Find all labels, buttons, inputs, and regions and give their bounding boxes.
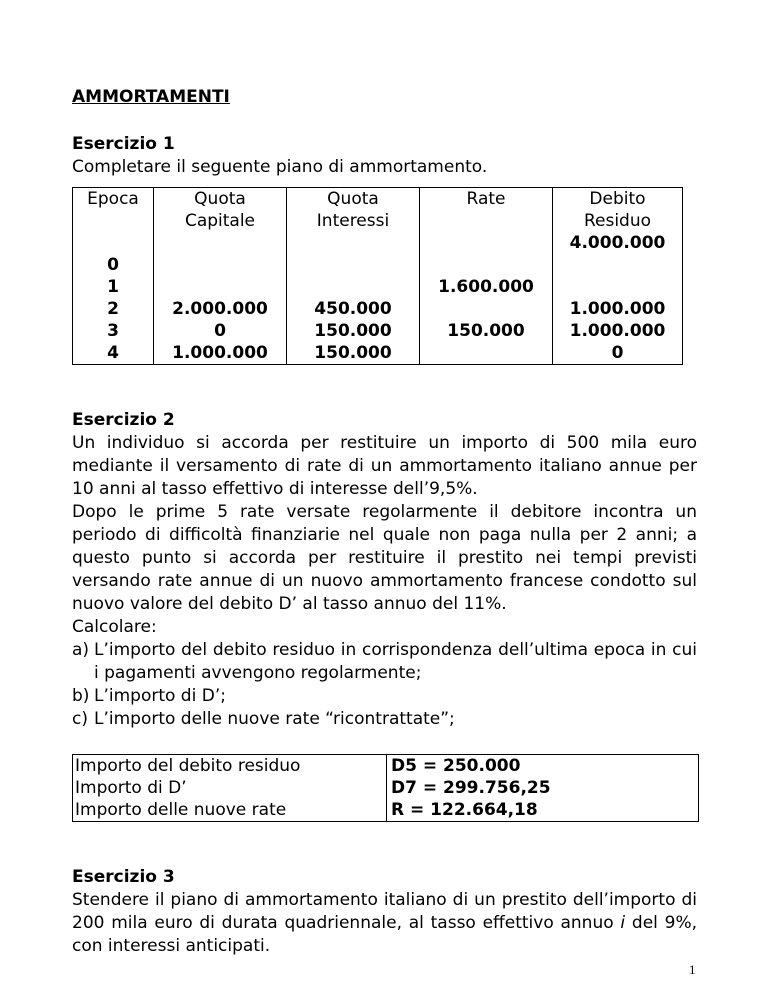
table-row (73, 799, 699, 822)
table-cell (420, 254, 553, 276)
list-marker: a) (72, 640, 90, 660)
table-cell (420, 298, 553, 320)
header-epoca: Epoca (73, 188, 154, 255)
table-cell: 1.000.000 (553, 320, 683, 342)
header-rate: Rate (420, 188, 553, 255)
table-row (73, 254, 683, 276)
amortization-table (72, 187, 683, 365)
exercise-3-text: Stendere il piano di ammortamento italiano di un prestito dell’importo di 200 mila euro di durata quadriennale, al tasso effettivo annuo i del 9%, con interessi anticipati. (72, 890, 698, 956)
table-cell: 2 (73, 298, 154, 320)
table-cell (287, 254, 420, 276)
table-row (73, 755, 699, 778)
page-number: 1 (689, 962, 696, 977)
result-label: Importo delle nuove rate (73, 799, 387, 822)
table-cell (154, 276, 287, 298)
document-page (72, 86, 697, 958)
table-cell: 1.600.000 (420, 276, 553, 298)
list-item (72, 639, 697, 685)
exercise-2-heading: Esercizio 2 (72, 410, 175, 430)
list-marker: c) (72, 709, 88, 729)
list-item-text: L’importo di D’; (94, 686, 226, 706)
exercise-3-heading: Esercizio 3 (72, 867, 175, 887)
table-cell: 1.000.000 (553, 298, 683, 320)
result-value: D7 = 299.756,25 (387, 777, 699, 799)
table-cell: 3 (73, 320, 154, 342)
table-cell: 0 (553, 342, 683, 365)
table-header-row (73, 188, 683, 255)
table-cell (553, 276, 683, 298)
result-value: R = 122.664,18 (387, 799, 699, 822)
exercise-2-paragraph-2: Dopo le prime 5 rate versate regolarmente il debitore incontra un periodo di difficoltà finanziarie nel quale non paga nulla per 2 anni; a questo punto si accorda per restituire il prestito nei tempi previsti versando rate annue di un nuovo ammortamento francese condotto sul nuovo valore del debito D’ al tasso annuo del 11%. (72, 502, 697, 614)
document-title: AMMORTAMENTI (72, 87, 230, 107)
table-row (73, 777, 699, 799)
table-row (73, 276, 683, 298)
table-row (73, 320, 683, 342)
table-cell (553, 254, 683, 276)
exercise-2-question-list (72, 639, 697, 731)
table-cell: 1 (73, 276, 154, 298)
table-cell: 150.000 (287, 342, 420, 365)
table-cell: 2.000.000 (154, 298, 287, 320)
list-item-text: L’importo del debito residuo in corrispondenza dell’ultima epoca in cui i pagamenti avvengono regolarmente; (94, 640, 697, 683)
table-cell: 150.000 (420, 320, 553, 342)
header-quota-interessi: Quota Interessi (287, 188, 420, 255)
list-item-text: L’importo delle nuove rate “ricontrattate”; (94, 709, 455, 729)
table-cell: 150.000 (287, 320, 420, 342)
table-cell (154, 254, 287, 276)
table-cell: 1.000.000 (154, 342, 287, 365)
result-value: D5 = 250.000 (387, 755, 699, 778)
table-cell: 0 (73, 254, 154, 276)
result-label: Importo del debito residuo (73, 755, 387, 778)
exercise-1-intro: Completare il seguente piano di ammortamento. (72, 157, 488, 177)
table-cell: 0 (154, 320, 287, 342)
results-table (72, 754, 699, 822)
table-row (73, 298, 683, 320)
exercise-2-calc-label: Calcolare: (72, 617, 157, 637)
exercise-1-heading: Esercizio 1 (72, 134, 175, 154)
table-cell (420, 342, 553, 365)
table-cell: 450.000 (287, 298, 420, 320)
table-row (73, 342, 683, 365)
header-debito-residuo: Debito Residuo 4.000.000 (553, 188, 683, 255)
exercise-2-paragraph-1: Un individuo si accorda per restituire un importo di 500 mila euro mediante il versamento di rate di un ammortamento italiano annue per 10 anni al tasso effettivo di interesse dell’9,5%. (72, 433, 697, 499)
table-cell: 4 (73, 342, 154, 365)
result-label: Importo di D’ (73, 777, 387, 799)
table-cell (287, 276, 420, 298)
list-item (72, 685, 697, 708)
header-quota-capitale: Quota Capitale (154, 188, 287, 255)
list-marker: b) (72, 686, 90, 706)
list-item (72, 708, 697, 731)
